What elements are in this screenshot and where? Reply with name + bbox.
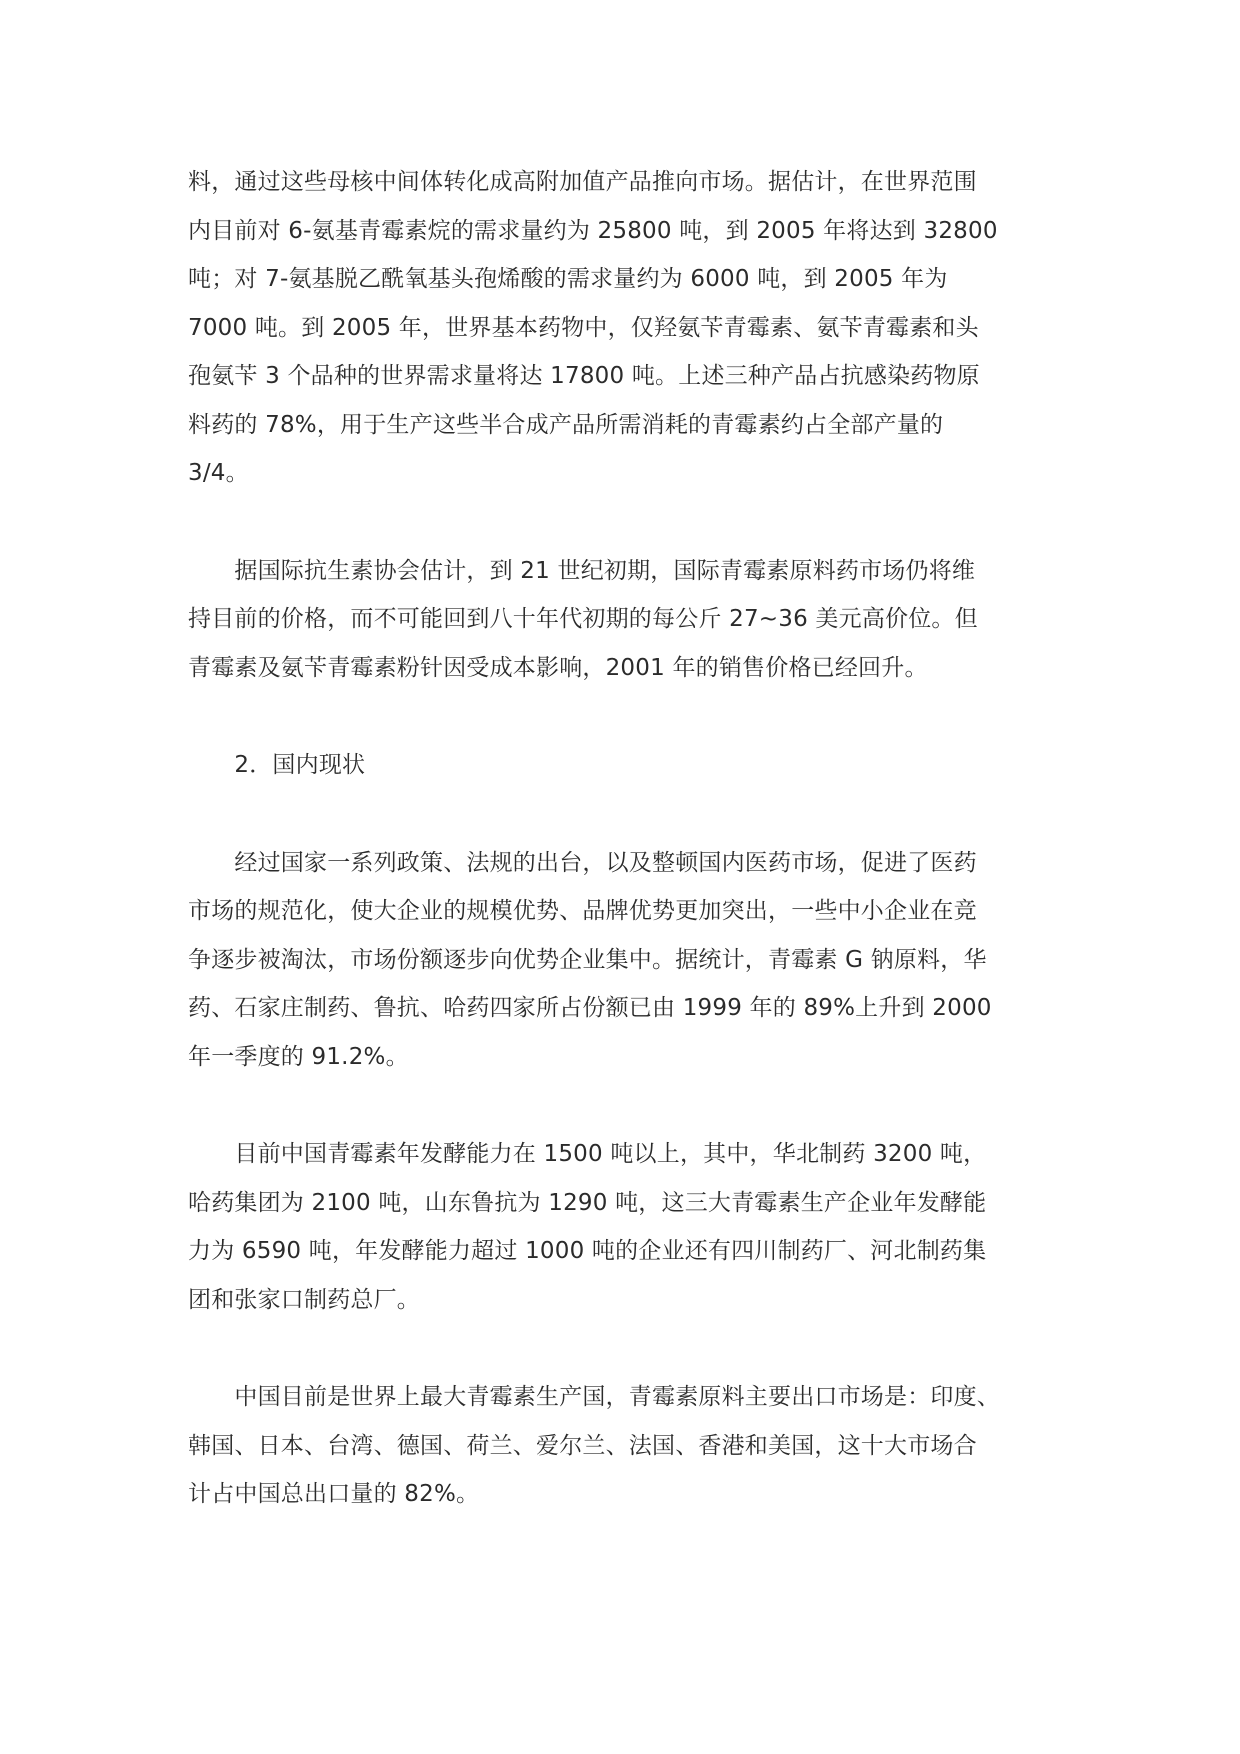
- text-line: 料药的 78%，用于生产这些半合成产品所需消耗的青霉素约占全部产量的: [188, 411, 944, 438]
- text-line: 年一季度的 91.2%。: [188, 1043, 409, 1070]
- section-heading: 2．国内现状: [188, 752, 366, 778]
- text-line: 韩国、日本、台湾、德国、荷兰、爱尔兰、法国、香港和美国，这十大市场合: [188, 1432, 977, 1459]
- document-body: [188, 158, 1068, 1568]
- paragraph-market-concentration: [188, 839, 1068, 1082]
- text-line: 7000 吨。到 2005 年，世界基本药物中，仅羟氨苄青霉素、氨苄青霉素和头: [188, 314, 979, 341]
- paragraph-global-demand: [188, 158, 1068, 498]
- paragraph-price-outlook: [188, 547, 1068, 693]
- text-line: 药、石家庄制药、鲁抗、哈药四家所占份额已由 1999 年的 89%上升到 2000: [188, 995, 992, 1021]
- text-line: 力为 6590 吨，年发酵能力超过 1000 吨的企业还有四川制药厂、河北制药集: [188, 1238, 987, 1264]
- text-line: 吨；对 7-氨基脱乙酰氧基头孢烯酸的需求量约为 6000 吨，到 2005 年为: [188, 266, 948, 292]
- paragraph-fermentation-capacity: [188, 1130, 1068, 1324]
- paragraph-export-markets: [188, 1373, 1068, 1519]
- text-line: 中国目前是世界上最大青霉素生产国，青霉素原料主要出口市场是：印度、: [188, 1384, 1000, 1410]
- text-line: 哈药集团为 2100 吨，山东鲁抗为 1290 吨，这三大青霉素生产企业年发酵能: [188, 1189, 987, 1216]
- text-line: 内目前对 6-氨基青霉素烷的需求量约为 25800 吨，到 2005 年将达到 32800: [188, 217, 998, 244]
- text-line: 料，通过这些母核中间体转化成高附加值产品推向市场。据估计，在世界范围: [188, 169, 977, 195]
- text-line: 持目前的价格，而不可能回到八十年代初期的每公斤 27~36 美元高价位。但: [188, 606, 978, 632]
- text-line: 目前中国青霉素年发酵能力在 1500 吨以上，其中，华北制药 3200 吨，: [188, 1141, 987, 1167]
- text-line: 据国际抗生素协会估计，到 21 世纪初期，国际青霉素原料药市场仍将维: [188, 557, 976, 584]
- text-line: 经过国家一系列政策、法规的出台，以及整顿国内医药市场，促进了医药: [188, 849, 977, 876]
- section-heading-domestic-status: [188, 741, 1068, 790]
- text-line: 争逐步被淘汰，市场份额逐步向优势企业集中。据统计，青霉素 G 钠原料，华: [188, 946, 987, 973]
- text-line: 孢氨苄 3 个品种的世界需求量将达 17800 吨。上述三种产品占抗感染药物原: [188, 363, 980, 389]
- text-line: 青霉素及氨苄青霉素粉针因受成本影响，2001 年的销售价格已经回升。: [188, 654, 928, 681]
- text-line: 3/4。: [188, 460, 249, 486]
- text-line: 团和张家口制药总厂。: [188, 1286, 420, 1313]
- text-line: 市场的规范化，使大企业的规模优势、品牌优势更加突出，一些中小企业在竞: [188, 898, 977, 924]
- text-line: 计占中国总出口量的 82%。: [188, 1481, 480, 1507]
